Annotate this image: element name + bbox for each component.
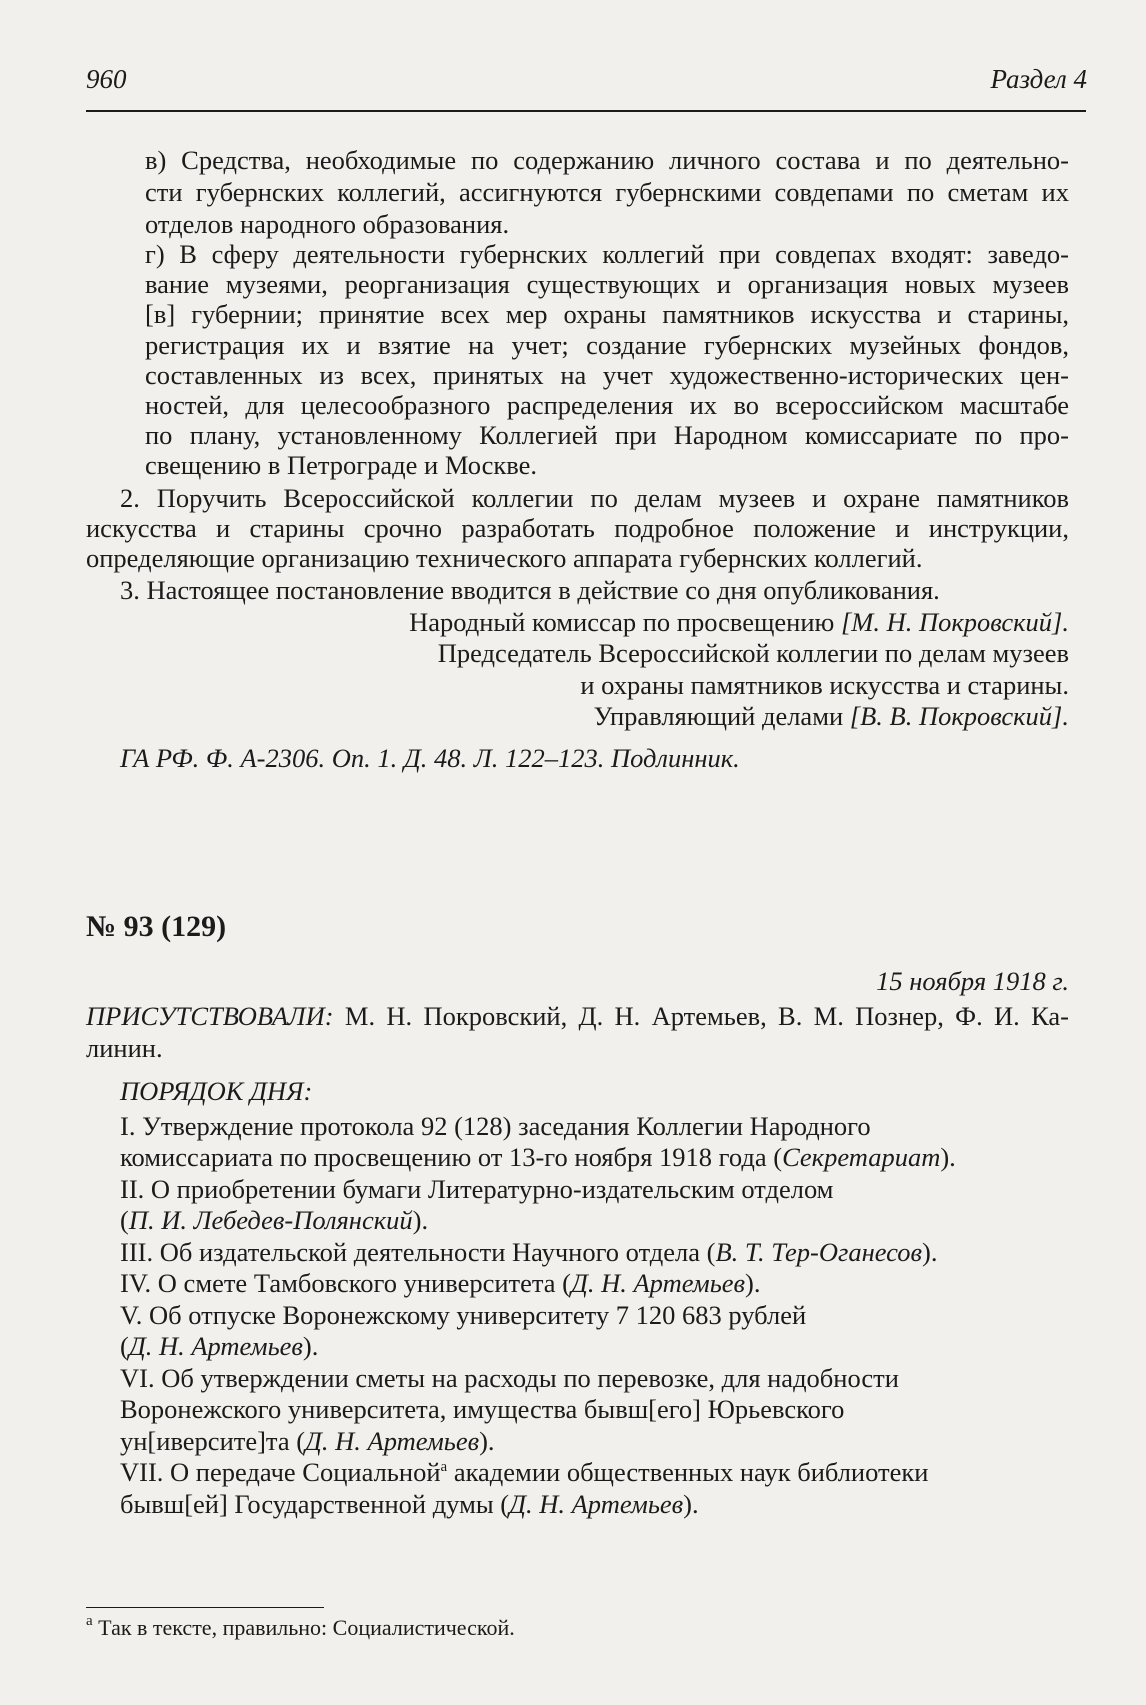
agenda-punct: ).: [922, 1237, 938, 1267]
present-names: М. Н. Покровский, Д. Н. Артемьев, В. М. Познер, Ф. И. Ка-: [333, 1001, 1069, 1031]
agenda-speaker: П. И. Лебедев-Полянский: [128, 1205, 413, 1235]
agenda-speaker: Д. Н. Артемьев: [305, 1426, 480, 1456]
agenda-speaker: В. Т. Тер-Оганесов: [715, 1237, 923, 1267]
item-2-line-3: определяющие организацию технического аппарата губернских коллегий.: [86, 543, 923, 573]
agenda-label: ПОРЯДОК ДНЯ:: [120, 1076, 313, 1106]
footnote-text: Так в тексте, правильно: Социалистической.: [92, 1615, 515, 1640]
item-g-line-7: по плану, установленному Коллегией при Народном комиссариате по про-: [145, 420, 1069, 450]
item-v-line-1: в) Средства, необходимые по содержанию личного состава и по деятельно-: [145, 145, 1069, 175]
section-title: Раздел 4: [990, 64, 1087, 94]
item-g-line-4: регистрация их и взятие на учет; создание губернских музейных фондов,: [145, 330, 1069, 360]
item-3: 3. Настоящее постановление вводится в действие со дня опубликования.: [120, 575, 940, 605]
agenda-punct: ).: [940, 1142, 956, 1172]
item-g-line-5: составленных из всех, принятых на учет художественно-исторических цен-: [145, 360, 1069, 390]
agenda-text: VII. О передаче Социальной: [120, 1457, 441, 1487]
item-g-line-1: г) В сферу деятельности губернских коллегий при совдепах входят: заведо-: [145, 239, 1069, 269]
agenda-text: ун[иверсите]та (: [120, 1426, 306, 1456]
document-number: № 93 (129): [86, 910, 227, 943]
item-g-line-3: [в] губернии; принятие всех мер охраны памятников искусства и старины,: [145, 299, 1069, 329]
agenda-item-i-line-1: I. Утверждение протокола 92 (128) заседания Коллегии Народного: [120, 1111, 871, 1141]
agenda-item-ii-line-1: II. О приобретении бумаги Литературно-издательским отделом: [120, 1174, 834, 1204]
footnote-rule: [86, 1607, 324, 1608]
agenda-item-vii-line-1: [120, 1456, 928, 1488]
agenda-punct: ).: [745, 1268, 761, 1298]
agenda-punct: ).: [412, 1205, 429, 1235]
signature-title: Народный комиссар по просвещению: [409, 607, 841, 637]
signature-name: [В. В. Покровский].: [849, 701, 1069, 731]
signature-collegium-chair-line-1: Председатель Всероссийской коллегии по делам музеев: [437, 638, 1069, 668]
archive-source: ГА РФ. Ф. А-2306. Оп. 1. Д. 48. Л. 122–123. Подлинник.: [120, 743, 740, 773]
agenda-text: комиссариата по просвещению от 13-го ноября 1918 года (: [120, 1142, 783, 1172]
agenda-speaker: Д. Н. Артемьев: [509, 1489, 684, 1519]
item-g-line-8: свещению в Петрограде и Москве.: [145, 450, 538, 480]
item-2-line-2: искусства и старины срочно разработать подробное положение и инструкции,: [86, 513, 1069, 543]
agenda-punct: (: [120, 1205, 129, 1235]
agenda-item-v-line-1: V. Об отпуске Воронежскому университету 7 120 683 рублей: [120, 1300, 807, 1330]
agenda-text: IV. О смете Тамбовского университета (: [120, 1268, 571, 1298]
agenda-punct: ).: [302, 1331, 319, 1361]
item-v-line-2: сти губернских коллегий, ассигнуются губернскими совдепами по сметам их: [145, 177, 1069, 207]
signature-name: [М. Н. Покровский].: [840, 607, 1069, 637]
agenda-item-vi-line-3: [120, 1425, 495, 1457]
item-2-line-1: 2. Поручить Всероссийской коллегии по делам музеев и охране памятников: [120, 483, 1069, 513]
header-rule: [86, 110, 1086, 112]
document-date: 15 ноября 1918 г.: [876, 966, 1069, 996]
agenda-item-vi-line-1: VI. Об утверждении сметы на расходы по перевозке, для надобности: [120, 1363, 899, 1393]
present-line-1: [86, 1000, 1069, 1032]
footnote-marker: а: [86, 1613, 93, 1629]
item-g-line-6: ностей, для целесообразного распределения их во всероссийском масштабе: [145, 390, 1069, 420]
footnote: [86, 1612, 515, 1644]
agenda-item-iv: [120, 1267, 761, 1299]
agenda-text: бывш[ей] Государственной думы (: [120, 1489, 510, 1519]
agenda-item-iii: [120, 1236, 937, 1268]
signature-business-manager: [594, 700, 1069, 732]
agenda-item-vii-line-2: [120, 1488, 699, 1520]
agenda-item-ii-line-2: [120, 1204, 428, 1236]
signature-people-commissar: [409, 606, 1069, 638]
agenda-item-vi-line-2: Воронежского университета, имущества бывш[его] Юрьевского: [120, 1394, 845, 1424]
agenda-text: III. Об издательской деятельности Научного отдела (: [120, 1237, 716, 1267]
item-v-line-3: отделов народного образования.: [145, 209, 510, 239]
signature-collegium-chair-line-2: и охраны памятников искусства и старины.: [580, 670, 1069, 700]
agenda-speaker: Секретариат: [782, 1142, 941, 1172]
agenda-punct: (: [120, 1331, 129, 1361]
agenda-speaker: Д. Н. Артемьев: [128, 1331, 303, 1361]
agenda-item-i-line-2: [120, 1141, 956, 1173]
footnote-ref: а: [440, 1459, 448, 1475]
present-label: ПРИСУТСТВОВАЛИ:: [86, 1001, 334, 1031]
page-number: 960: [86, 64, 127, 94]
agenda-item-v-line-2: [120, 1330, 318, 1362]
signature-title: Управляющий делами: [593, 701, 850, 731]
agenda-punct: ).: [683, 1489, 699, 1519]
agenda-punct: ).: [479, 1426, 495, 1456]
agenda-text: академии общественных наук библиотеки: [447, 1457, 929, 1487]
present-line-2: линин.: [86, 1033, 163, 1063]
agenda-speaker: Д. Н. Артемьев: [570, 1268, 746, 1298]
item-g-line-2: вание музеями, реорганизация существующих и организация новых музеев: [145, 269, 1069, 299]
